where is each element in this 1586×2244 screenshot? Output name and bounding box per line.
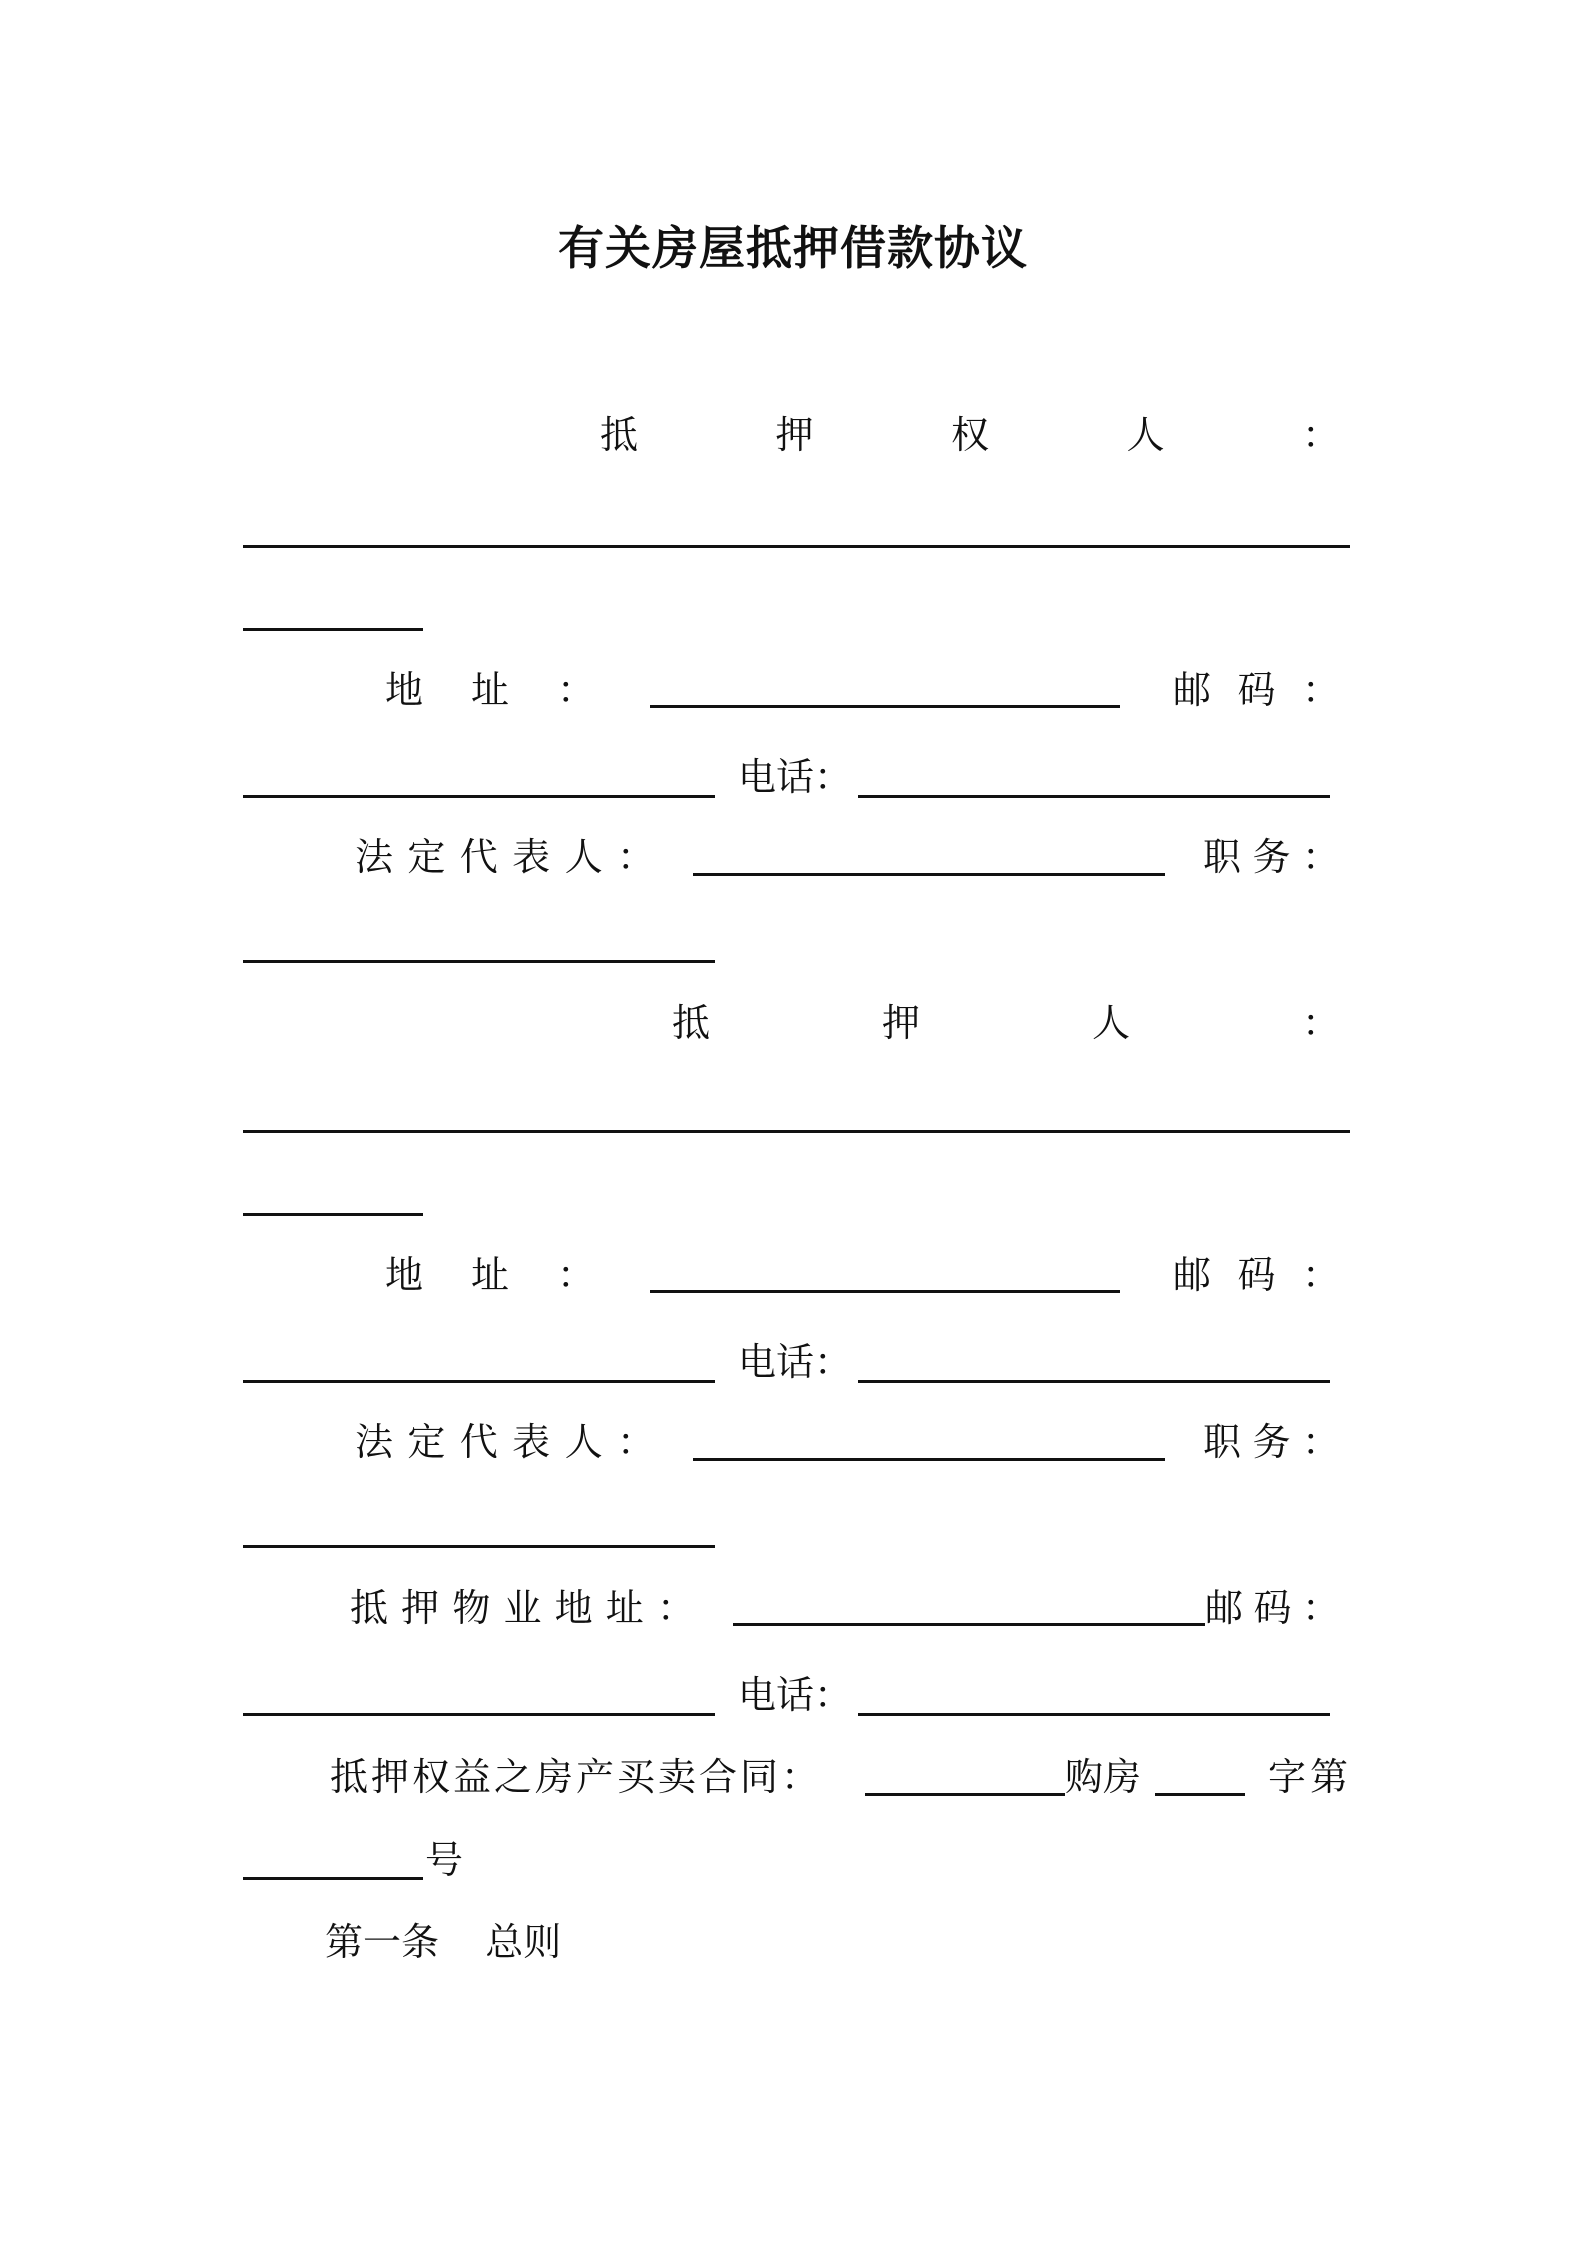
char: 人 [564,1420,603,1464]
char: 代 [459,835,498,879]
phone-label: 电话： [738,1340,853,1384]
char: 址 [470,668,509,712]
char: 码 [1237,1253,1276,1297]
char: 人 [1091,1001,1130,1045]
legal-rep-label [355,832,655,882]
char: ： [556,668,595,712]
char: 务 [1252,835,1291,879]
char: 职 [1203,1420,1242,1464]
char: 押 [401,1586,440,1630]
char: 法 [355,835,394,879]
phone-label: 电话： [738,755,853,799]
char: 物 [452,1586,491,1630]
mortgagor-label [672,998,1340,1048]
char: 权 [950,413,989,457]
mortgagee-phone-blank[interactable] [858,795,1330,798]
char: 代 [459,1420,498,1464]
char: 邮 [1173,668,1212,712]
char: 人 [564,835,603,879]
char: ： [1301,1253,1340,1297]
char: 定 [407,835,446,879]
contract-number-blank-3[interactable] [243,1877,423,1880]
char: 法 [355,1420,394,1464]
char: 务 [1252,1420,1291,1464]
char: 址 [470,1253,509,1297]
property-address-blank[interactable] [733,1623,1205,1626]
char: 业 [503,1586,542,1630]
position-label [1203,1417,1340,1467]
article-number: 第一条 [325,1920,440,1964]
char: ： [1301,1586,1340,1630]
char: 押 [881,1001,920,1045]
article-1-heading [325,1917,725,1967]
char: 定 [407,1420,446,1464]
mortgagee-address-blank[interactable] [650,705,1120,708]
char: ： [616,1420,655,1464]
mortgagor-position-blank[interactable] [243,1545,715,1548]
phone-label: 电话： [738,1673,853,1717]
property-address-label [350,1583,695,1633]
char: 职 [1203,835,1242,879]
char: ： [1301,1420,1340,1464]
contract-label: 抵押权益之房产买卖合同： [330,1755,823,1799]
char: 址 [605,1586,644,1630]
postcode-label [1205,1583,1340,1633]
document-title: 有关房屋抵押借款协议 [558,221,1028,275]
char: ： [1301,1001,1340,1045]
postcode-label [1173,1250,1340,1300]
char: 人 [1126,413,1165,457]
char: ： [1301,835,1340,879]
hao-word: 号 [425,1838,464,1882]
char: 抵 [672,1001,711,1045]
char: 码 [1253,1586,1292,1630]
char: 码 [1237,668,1276,712]
mortgagor-address-blank[interactable] [650,1290,1120,1293]
char: ： [616,835,655,879]
char: 邮 [1173,1253,1212,1297]
address-label [385,1250,595,1300]
mortgagee-legal-rep-blank[interactable] [693,873,1165,876]
char: 邮 [1205,1586,1244,1630]
mortgagee-name-blank-1[interactable] [243,545,1350,548]
char: ： [656,1586,695,1630]
char: 抵 [600,413,639,457]
mortgagor-name-blank-1[interactable] [243,1130,1350,1133]
mortgagee-position-blank[interactable] [243,960,715,963]
legal-rep-label [355,1417,655,1467]
article-title: 总则 [485,1920,562,1964]
mortgagee-label [600,410,1340,460]
property-phone-blank[interactable] [858,1713,1330,1716]
mortgagor-name-blank-2[interactable] [243,1213,423,1216]
address-label [385,665,595,715]
purchase-word: 购房 [1065,1755,1142,1799]
zi-di-word: 字第 [1268,1755,1353,1799]
char: 押 [775,413,814,457]
char: 地 [385,1253,424,1297]
char: ： [1301,668,1340,712]
mortgagee-postcode-blank[interactable] [243,795,715,798]
char: 地 [554,1586,593,1630]
mortgagor-postcode-blank[interactable] [243,1380,715,1383]
mortgagor-phone-blank[interactable] [858,1380,1330,1383]
char: ： [1301,413,1340,457]
char: 地 [385,668,424,712]
char: 表 [512,1420,551,1464]
postcode-label [1173,665,1340,715]
position-label [1203,832,1340,882]
property-postcode-blank[interactable] [243,1713,715,1716]
contract-number-blank-1[interactable] [865,1793,1065,1796]
char: 表 [512,835,551,879]
mortgagee-name-blank-2[interactable] [243,628,423,631]
contract-number-blank-2[interactable] [1155,1793,1245,1796]
char: ： [556,1253,595,1297]
mortgagor-legal-rep-blank[interactable] [693,1458,1165,1461]
char: 抵 [350,1586,389,1630]
